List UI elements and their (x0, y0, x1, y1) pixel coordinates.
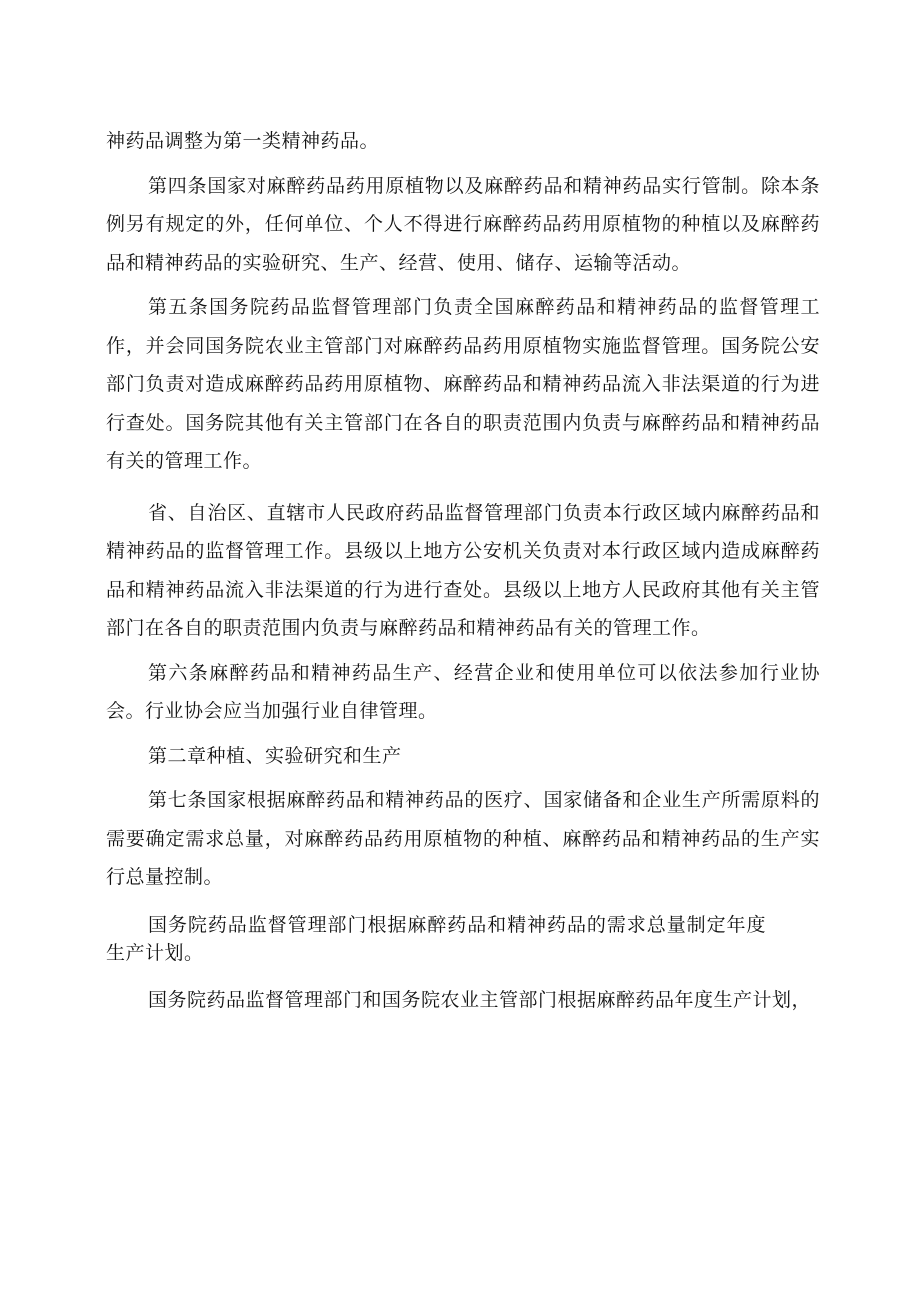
paragraph-continuation: 神药品调整为第一类精神药品。 (106, 130, 380, 152)
paragraph-article-6: 第六条麻醉药品和精神药品生产、经营企业和使用单位可以依法参加行业协会。行业协会应当加强行业自律管理。 (106, 661, 820, 722)
paragraph-article-4: 第四条国家对麻醉药品药用原植物以及麻醉药品和精神药品实行管制。除本条例另有规定的外，任何单位、个人不得进行麻醉药品药用原植物的种植以及麻醉药品和精神药品的实验研究、生产、经营、使用、储存、运输等活动。 (106, 174, 820, 274)
paragraph-annual-plan: 国务院药品监督管理部门根据麻醉药品和精神药品的需求总量制定年度生产计划。 (106, 913, 766, 964)
paragraph-article-7: 第七条国家根据麻醉药品和精神药品的医疗、国家储备和企业生产所需原料的需要确定需求总量，对麻醉药品药用原植物的种植、麻醉药品和精神药品的生产实行总量控制。 (106, 789, 820, 888)
paragraph-planting-plan: 国务院药品监督管理部门和国务院农业主管部门根据麻醉药品年度生产计划， (148, 988, 812, 1011)
document-body (106, 122, 820, 1019)
paragraph-provincial: 省、自治区、直辖市人民政府药品监督管理部门负责本行政区域内麻醉药品和精神药品的监督管理工作。县级以上地方公安机关负责对本行政区域内造成麻醉药品和精神药品流入非法渠道的行为进行查处。县级以上地方人民政府其他有关主管部门在各自的职责范围内负责与麻醉药品和精神药品有关的管理工作。 (106, 501, 820, 639)
paragraph-article-5: 第五条国务院药品监督管理部门负责全国麻醉药品和精神药品的监督管理工作，并会同国务院农业主管部门对麻醉药品药用原植物实施监督管理。国务院公安部门负责对造成麻醉药品药用原植物、麻醉药品和精神药品流入非法渠道的行为进行查处。国务院其他有关主管部门在各自的职责范围内负责与麻醉药品和精神药品有关的管理工作。 (106, 296, 820, 472)
chapter-heading: 第二章种植、实验研究和生产 (148, 744, 402, 767)
